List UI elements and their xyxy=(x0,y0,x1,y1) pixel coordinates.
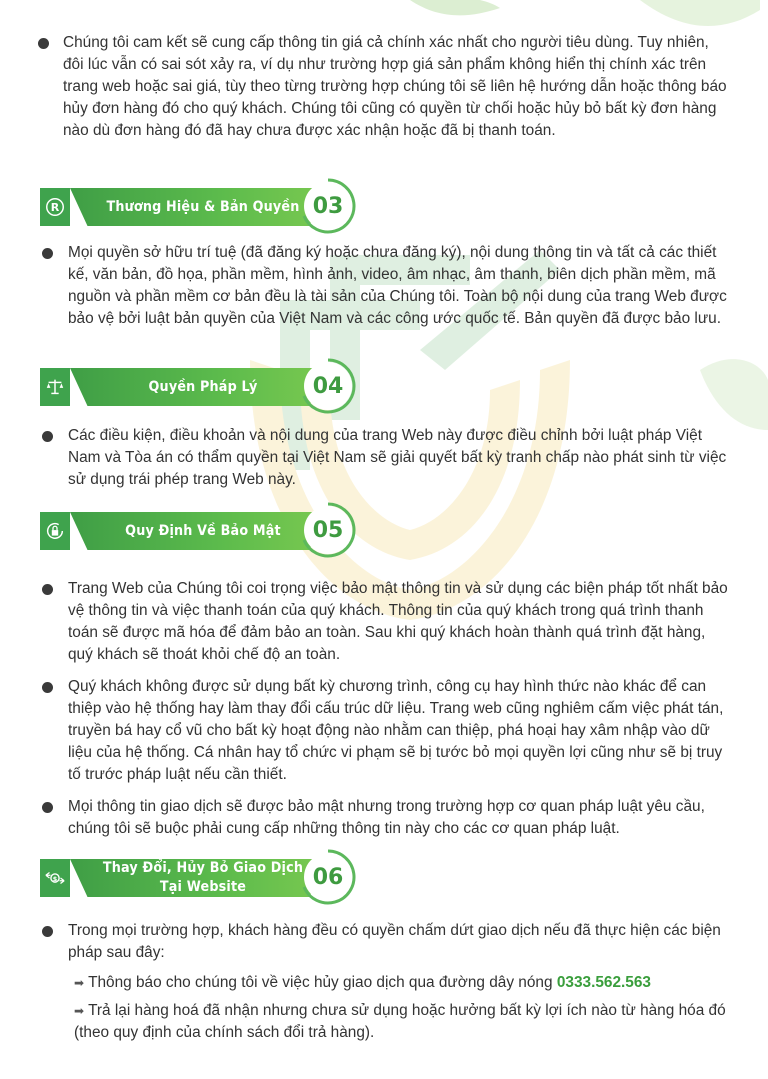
section-title: Quy Định Về Bảo Mật xyxy=(125,522,281,539)
sub-item-text: Thông báo cho chúng tôi về việc hủy giao dịch qua đường dây nóng xyxy=(88,974,557,991)
section-03-paragraph: Mọi quyền sở hữu trí tuệ (đã đăng ký hoặc chưa đăng ký), nội dung thông tin và tất cả các thiết kế, văn bản, đồ họa, phần mềm, hình ảnh, video, âm nhạc, âm thanh, biên dịch phần mềm, mã nguồn và phần mềm cơ bản đều là tài sản của Chúng tôi. Toàn bộ nội dung của trang Web được bảo vệ bởi luật bản quyền của Việt Nam và các công ước quốc tế. Bản quyền đã được bảo lưu. xyxy=(68,244,727,327)
bullet-icon xyxy=(42,802,53,813)
section-04-paragraph: Các điều kiện, điều khoản và nội dung của trang Web này được điều chỉnh bởi luật pháp Việt Nam và Tòa án có thẩm quyền tại Việt Nam sẽ giải quyết bất kỳ tranh chấp nào phát sinh từ việc sử dụng trái phép trang Web này. xyxy=(68,427,727,488)
section-05-paragraph-1: Trang Web của Chúng tôi coi trọng việc bảo mật thông tin và sử dụng các biện pháp tốt nhất bảo vệ thông tin và việc thanh toán của quý khách. Thông tin của quý khách trong quá trình thanh toán sẽ được mã hóa để đảm bảo an toàn. Sau khi quý khách hoàn thành quá trình đặt hàng, quý khách sẽ thoát khỏi chế độ an toàn. xyxy=(68,580,728,663)
hotline-phone[interactable]: 0333.562.563 xyxy=(556,974,651,991)
bullet-icon xyxy=(42,248,53,259)
section-header-03 xyxy=(40,178,360,240)
section-title-line2: Tại Website xyxy=(159,879,247,895)
section-number: 06 xyxy=(304,853,352,901)
lock-icon xyxy=(40,512,70,550)
section-title: Thương Hiệu & Bản Quyền xyxy=(106,198,300,215)
section-06-paragraph: Trong mọi trường hợp, khách hàng đều có quyền chấm dứt giao dịch nếu đã thực hiện các biện pháp sau đây: xyxy=(68,922,721,961)
section-title xyxy=(102,859,304,897)
intro-paragraph: Chúng tôi cam kết sẽ cung cấp thông tin giá cả chính xác nhất cho người tiêu dùng. Tuy nhiên, đôi lúc vẫn có sai sót xảy ra, ví dụ như trường hợp giá sản phẩm không hiển thị chính xác trên trang web hoặc sai giá, tùy theo từng trường hợp chúng tôi sẽ liên hệ hướng dẫn hoặc thông báo hủy đơn hàng đó cho quý khách. Chúng tôi cũng có quyền từ chối hoặc hủy bỏ bất kỳ đơn hàng nào dù đơn hàng đó đã hay chưa được xác nhận hoặc đã bị thanh toán. xyxy=(63,34,727,139)
section-title: Quyền Pháp Lý xyxy=(148,378,258,395)
section-header-04 xyxy=(40,358,360,420)
section-number: 04 xyxy=(304,362,352,410)
arrow-right-icon: ➡ xyxy=(74,1004,85,1018)
scales-icon xyxy=(40,368,70,406)
section-number: 03 xyxy=(304,182,352,230)
sub-item-hotline xyxy=(74,972,734,994)
section-05-paragraph-3: Mọi thông tin giao dịch sẽ được bảo mật nhưng trong trường hợp cơ quan pháp luật yêu cầu, chúng tôi sẽ buộc phải cung cấp những thông tin này cho các cơ quan pháp luật. xyxy=(68,798,705,837)
section-number: 05 xyxy=(304,506,352,554)
bullet-icon xyxy=(42,431,53,442)
section-05-paragraph-2: Quý khách không được sử dụng bất kỳ chương trình, công cụ hay hình thức nào khác để can thiệp vào hệ thống hay làm thay đổi cấu trúc dữ liệu. Trang web cũng nghiêm cấm việc phát tán, truyền bá hay cổ vũ cho bất kỳ hoạt động nào nhằm can thiệp, phá hoại hay xâm nhập vào dữ liệu của hệ thống. Cá nhân hay tổ chức vi phạm sẽ bị tước bỏ mọi quyền lợi cũng như sẽ bị truy tố trước pháp luật nếu cần thiết. xyxy=(68,678,724,783)
svg-text:$: $ xyxy=(52,874,58,883)
section-title-line1: Thay Đổi, Hủy Bỏ Giao Dịch xyxy=(102,860,304,876)
svg-text:R: R xyxy=(50,201,60,215)
section-header-06 xyxy=(40,849,360,911)
arrow-right-icon: ➡ xyxy=(74,976,85,990)
bullet-icon xyxy=(38,38,49,49)
sub-item-text: Trả lại hàng hoá đã nhận nhưng chưa sử dụng hoặc hưởng bất kỳ lợi ích nào từ hàng hóa đó (theo quy định của chính sách đổi trả hàng). xyxy=(74,1002,726,1041)
section-header-05 xyxy=(40,502,360,564)
money-exchange-icon xyxy=(40,859,70,897)
bullet-icon xyxy=(42,584,53,595)
sub-item-return xyxy=(74,1000,734,1044)
bullet-icon xyxy=(42,926,53,937)
bullet-icon xyxy=(42,682,53,693)
registered-icon xyxy=(40,188,70,226)
